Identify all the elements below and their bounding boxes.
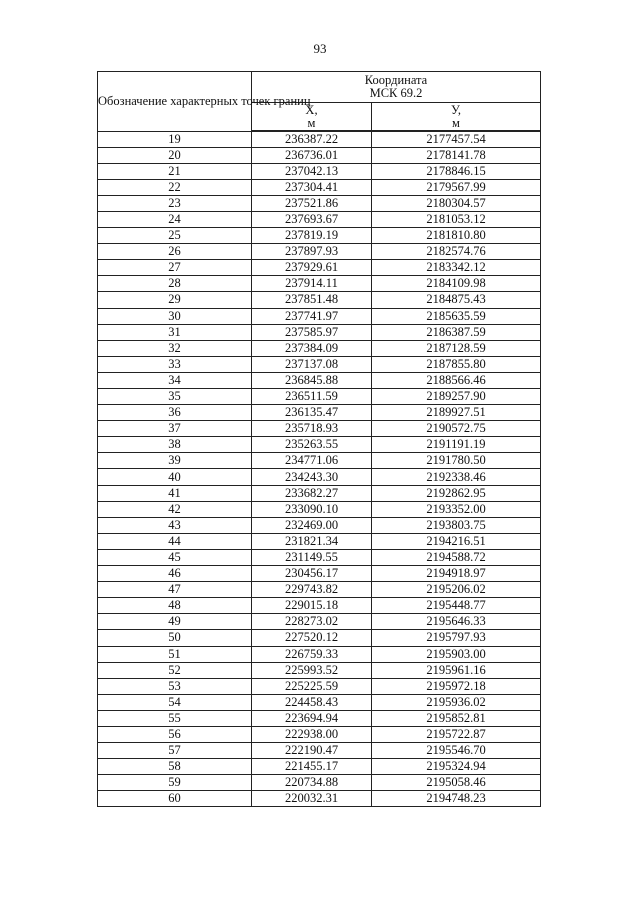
y-coordinate-cell: 2195936.02 <box>372 694 541 710</box>
point-number-cell: 45 <box>98 549 252 565</box>
x-coordinate-cell: 237137.08 <box>252 356 372 372</box>
table-row <box>98 372 541 388</box>
table-row <box>98 228 541 244</box>
point-label-text: Обозначение характерных точек границ <box>98 93 311 108</box>
table-row <box>98 775 541 791</box>
table-row <box>98 453 541 469</box>
table-row <box>98 211 541 227</box>
x-coordinate-cell: 237304.41 <box>252 179 372 195</box>
y-coordinate-cell: 2189927.51 <box>372 405 541 421</box>
point-number-cell: 42 <box>98 501 252 517</box>
y-coordinate-cell: 2189257.90 <box>372 389 541 405</box>
table-row <box>98 437 541 453</box>
table-row <box>98 195 541 211</box>
point-number-cell: 59 <box>98 775 252 791</box>
point-number-cell: 29 <box>98 292 252 308</box>
table-row <box>98 582 541 598</box>
x-coordinate-cell: 236511.59 <box>252 389 372 405</box>
y-coordinate-cell: 2178141.78 <box>372 147 541 163</box>
x-coordinate-cell: 237042.13 <box>252 163 372 179</box>
y-coordinate-cell: 2194588.72 <box>372 549 541 565</box>
y-coordinate-cell: 2178846.15 <box>372 163 541 179</box>
y-label: У, <box>451 102 461 117</box>
y-coordinate-cell: 2181810.80 <box>372 228 541 244</box>
x-coordinate-cell: 236736.01 <box>252 147 372 163</box>
y-coordinate-cell: 2187855.80 <box>372 356 541 372</box>
point-number-cell: 56 <box>98 726 252 742</box>
y-coordinate-cell: 2194748.23 <box>372 791 541 807</box>
x-coordinate-cell: 224458.43 <box>252 694 372 710</box>
table-row <box>98 646 541 662</box>
table-row <box>98 131 541 147</box>
y-unit: м <box>452 115 460 130</box>
point-number-cell: 50 <box>98 630 252 646</box>
x-unit: м <box>307 115 316 130</box>
x-coordinate-cell: 223694.94 <box>252 710 372 726</box>
point-number-cell: 60 <box>98 791 252 807</box>
coordinate-system-label: МСК 69.2 <box>369 86 423 100</box>
x-coordinate-cell: 221455.17 <box>252 759 372 775</box>
x-coordinate-cell: 226759.33 <box>252 646 372 662</box>
table-row <box>98 662 541 678</box>
table-row <box>98 485 541 501</box>
point-number-cell: 41 <box>98 485 252 501</box>
page-number: 93 <box>313 41 327 56</box>
x-coordinate-cell: 237929.61 <box>252 260 372 276</box>
point-number-cell: 39 <box>98 453 252 469</box>
y-coordinate-cell: 2181053.12 <box>372 211 541 227</box>
point-number-cell: 30 <box>98 308 252 324</box>
x-coordinate-cell: 237741.97 <box>252 308 372 324</box>
x-coordinate-cell: 233682.27 <box>252 485 372 501</box>
table-row <box>98 694 541 710</box>
table-body <box>98 131 541 807</box>
table-row <box>98 340 541 356</box>
x-label: X, <box>305 102 318 117</box>
point-number-cell: 51 <box>98 646 252 662</box>
y-coordinate-cell: 2184875.43 <box>372 292 541 308</box>
x-coordinate-cell: 233090.10 <box>252 501 372 517</box>
y-coordinate-cell: 2195546.70 <box>372 743 541 759</box>
x-coordinate-cell: 225225.59 <box>252 678 372 694</box>
point-number-cell: 23 <box>98 195 252 211</box>
y-coordinate-cell: 2190572.75 <box>372 421 541 437</box>
x-coordinate-cell: 231149.55 <box>252 549 372 565</box>
x-coordinate-cell: 220734.88 <box>252 775 372 791</box>
y-coordinate-cell: 2186387.59 <box>372 324 541 340</box>
table-row <box>98 276 541 292</box>
x-coordinate-cell: 227520.12 <box>252 630 372 646</box>
x-coordinate-cell: 234243.30 <box>252 469 372 485</box>
x-coordinate-cell: 237384.09 <box>252 340 372 356</box>
table-row <box>98 630 541 646</box>
table-row <box>98 759 541 775</box>
table-row <box>98 566 541 582</box>
x-coordinate-cell: 230456.17 <box>252 566 372 582</box>
point-number-cell: 21 <box>98 163 252 179</box>
y-coordinate-cell: 2187128.59 <box>372 340 541 356</box>
point-number-cell: 32 <box>98 340 252 356</box>
x-coordinate-cell: 220032.31 <box>252 791 372 807</box>
point-number-cell: 49 <box>98 614 252 630</box>
point-number-cell: 57 <box>98 743 252 759</box>
y-coordinate-cell: 2192338.46 <box>372 469 541 485</box>
x-coordinate-cell: 222190.47 <box>252 743 372 759</box>
point-number-cell: 38 <box>98 437 252 453</box>
x-coordinate-cell: 234771.06 <box>252 453 372 469</box>
x-coordinate-cell: 236845.88 <box>252 372 372 388</box>
point-number-cell: 22 <box>98 179 252 195</box>
table-row <box>98 292 541 308</box>
point-number-cell: 34 <box>98 372 252 388</box>
point-number-cell: 36 <box>98 405 252 421</box>
point-number-cell: 46 <box>98 566 252 582</box>
y-coordinate-cell: 2195722.87 <box>372 726 541 742</box>
point-number-cell: 40 <box>98 469 252 485</box>
x-coordinate-cell: 232469.00 <box>252 517 372 533</box>
table-row <box>98 743 541 759</box>
table-row <box>98 356 541 372</box>
y-header <box>372 103 541 132</box>
point-number-cell: 54 <box>98 694 252 710</box>
point-number-cell: 58 <box>98 759 252 775</box>
point-number-cell: 52 <box>98 662 252 678</box>
y-coordinate-cell: 2195961.16 <box>372 662 541 678</box>
y-coordinate-cell: 2195324.94 <box>372 759 541 775</box>
y-coordinate-cell: 2195903.00 <box>372 646 541 662</box>
table-row <box>98 614 541 630</box>
point-number-cell: 47 <box>98 582 252 598</box>
point-number-cell: 35 <box>98 389 252 405</box>
point-number-cell: 26 <box>98 244 252 260</box>
x-coordinate-cell: 225993.52 <box>252 662 372 678</box>
y-coordinate-cell: 2194216.51 <box>372 533 541 549</box>
y-coordinate-cell: 2177457.54 <box>372 131 541 147</box>
y-coordinate-cell: 2191191.19 <box>372 437 541 453</box>
point-number-cell: 55 <box>98 710 252 726</box>
table-row <box>98 726 541 742</box>
point-number-cell: 43 <box>98 517 252 533</box>
point-number-cell: 48 <box>98 598 252 614</box>
table-row <box>98 244 541 260</box>
x-coordinate-cell: 229743.82 <box>252 582 372 598</box>
point-number-cell: 44 <box>98 533 252 549</box>
y-coordinate-cell: 2193352.00 <box>372 501 541 517</box>
table-header <box>98 72 541 132</box>
x-coordinate-cell: 222938.00 <box>252 726 372 742</box>
y-coordinate-cell: 2193803.75 <box>372 517 541 533</box>
point-number-cell: 53 <box>98 678 252 694</box>
table-row <box>98 501 541 517</box>
y-coordinate-cell: 2195852.81 <box>372 710 541 726</box>
point-label-header <box>98 72 311 132</box>
table-row <box>98 678 541 694</box>
x-coordinate-cell: 237521.86 <box>252 195 372 211</box>
table-row <box>98 324 541 340</box>
y-coordinate-cell: 2195646.33 <box>372 614 541 630</box>
point-number-cell: 33 <box>98 356 252 372</box>
table-row <box>98 260 541 276</box>
table-row <box>98 147 541 163</box>
x-coordinate-cell: 228273.02 <box>252 614 372 630</box>
y-coordinate-cell: 2182574.76 <box>372 244 541 260</box>
table-row <box>98 710 541 726</box>
y-coordinate-cell: 2183342.12 <box>372 260 541 276</box>
y-coordinate-cell: 2195058.46 <box>372 775 541 791</box>
x-coordinate-cell: 237851.48 <box>252 292 372 308</box>
y-coordinate-cell: 2185635.59 <box>372 308 541 324</box>
y-coordinate-cell: 2184109.98 <box>372 276 541 292</box>
y-coordinate-cell: 2194918.97 <box>372 566 541 582</box>
x-coordinate-cell: 229015.18 <box>252 598 372 614</box>
x-coordinate-cell: 235263.55 <box>252 437 372 453</box>
x-coordinate-cell: 237914.11 <box>252 276 372 292</box>
y-coordinate-cell: 2180304.57 <box>372 195 541 211</box>
x-coordinate-cell: 236387.22 <box>252 131 372 147</box>
point-number-cell: 20 <box>98 147 252 163</box>
x-coordinate-cell: 236135.47 <box>252 405 372 421</box>
table-row <box>98 469 541 485</box>
table-row <box>98 533 541 549</box>
point-number-cell: 24 <box>98 211 252 227</box>
point-number-cell: 31 <box>98 324 252 340</box>
coordinate-label: Координата <box>364 73 428 87</box>
y-coordinate-cell: 2195797.93 <box>372 630 541 646</box>
x-coordinate-cell: 231821.34 <box>252 533 372 549</box>
table-row <box>98 598 541 614</box>
table-row <box>98 517 541 533</box>
point-number-cell: 28 <box>98 276 252 292</box>
table-row <box>98 163 541 179</box>
y-coordinate-cell: 2195972.18 <box>372 678 541 694</box>
table-row <box>98 389 541 405</box>
table-row <box>98 308 541 324</box>
point-number-cell: 27 <box>98 260 252 276</box>
point-number-cell: 19 <box>98 131 252 147</box>
y-coordinate-cell: 2179567.99 <box>372 179 541 195</box>
table-row <box>98 421 541 437</box>
y-coordinate-cell: 2195206.02 <box>372 582 541 598</box>
table-row <box>98 791 541 807</box>
coordinates-table <box>97 71 541 807</box>
x-coordinate-cell: 237819.19 <box>252 228 372 244</box>
table-row <box>98 179 541 195</box>
point-number-cell: 25 <box>98 228 252 244</box>
table-row <box>98 405 541 421</box>
x-coordinate-cell: 237585.97 <box>252 324 372 340</box>
x-coordinate-cell: 237897.93 <box>252 244 372 260</box>
y-coordinate-cell: 2188566.46 <box>372 372 541 388</box>
y-coordinate-cell: 2195448.77 <box>372 598 541 614</box>
table-row <box>98 549 541 565</box>
point-number-cell: 37 <box>98 421 252 437</box>
y-coordinate-cell: 2192862.95 <box>372 485 541 501</box>
y-coordinate-cell: 2191780.50 <box>372 453 541 469</box>
x-coordinate-cell: 235718.93 <box>252 421 372 437</box>
x-coordinate-cell: 237693.67 <box>252 211 372 227</box>
